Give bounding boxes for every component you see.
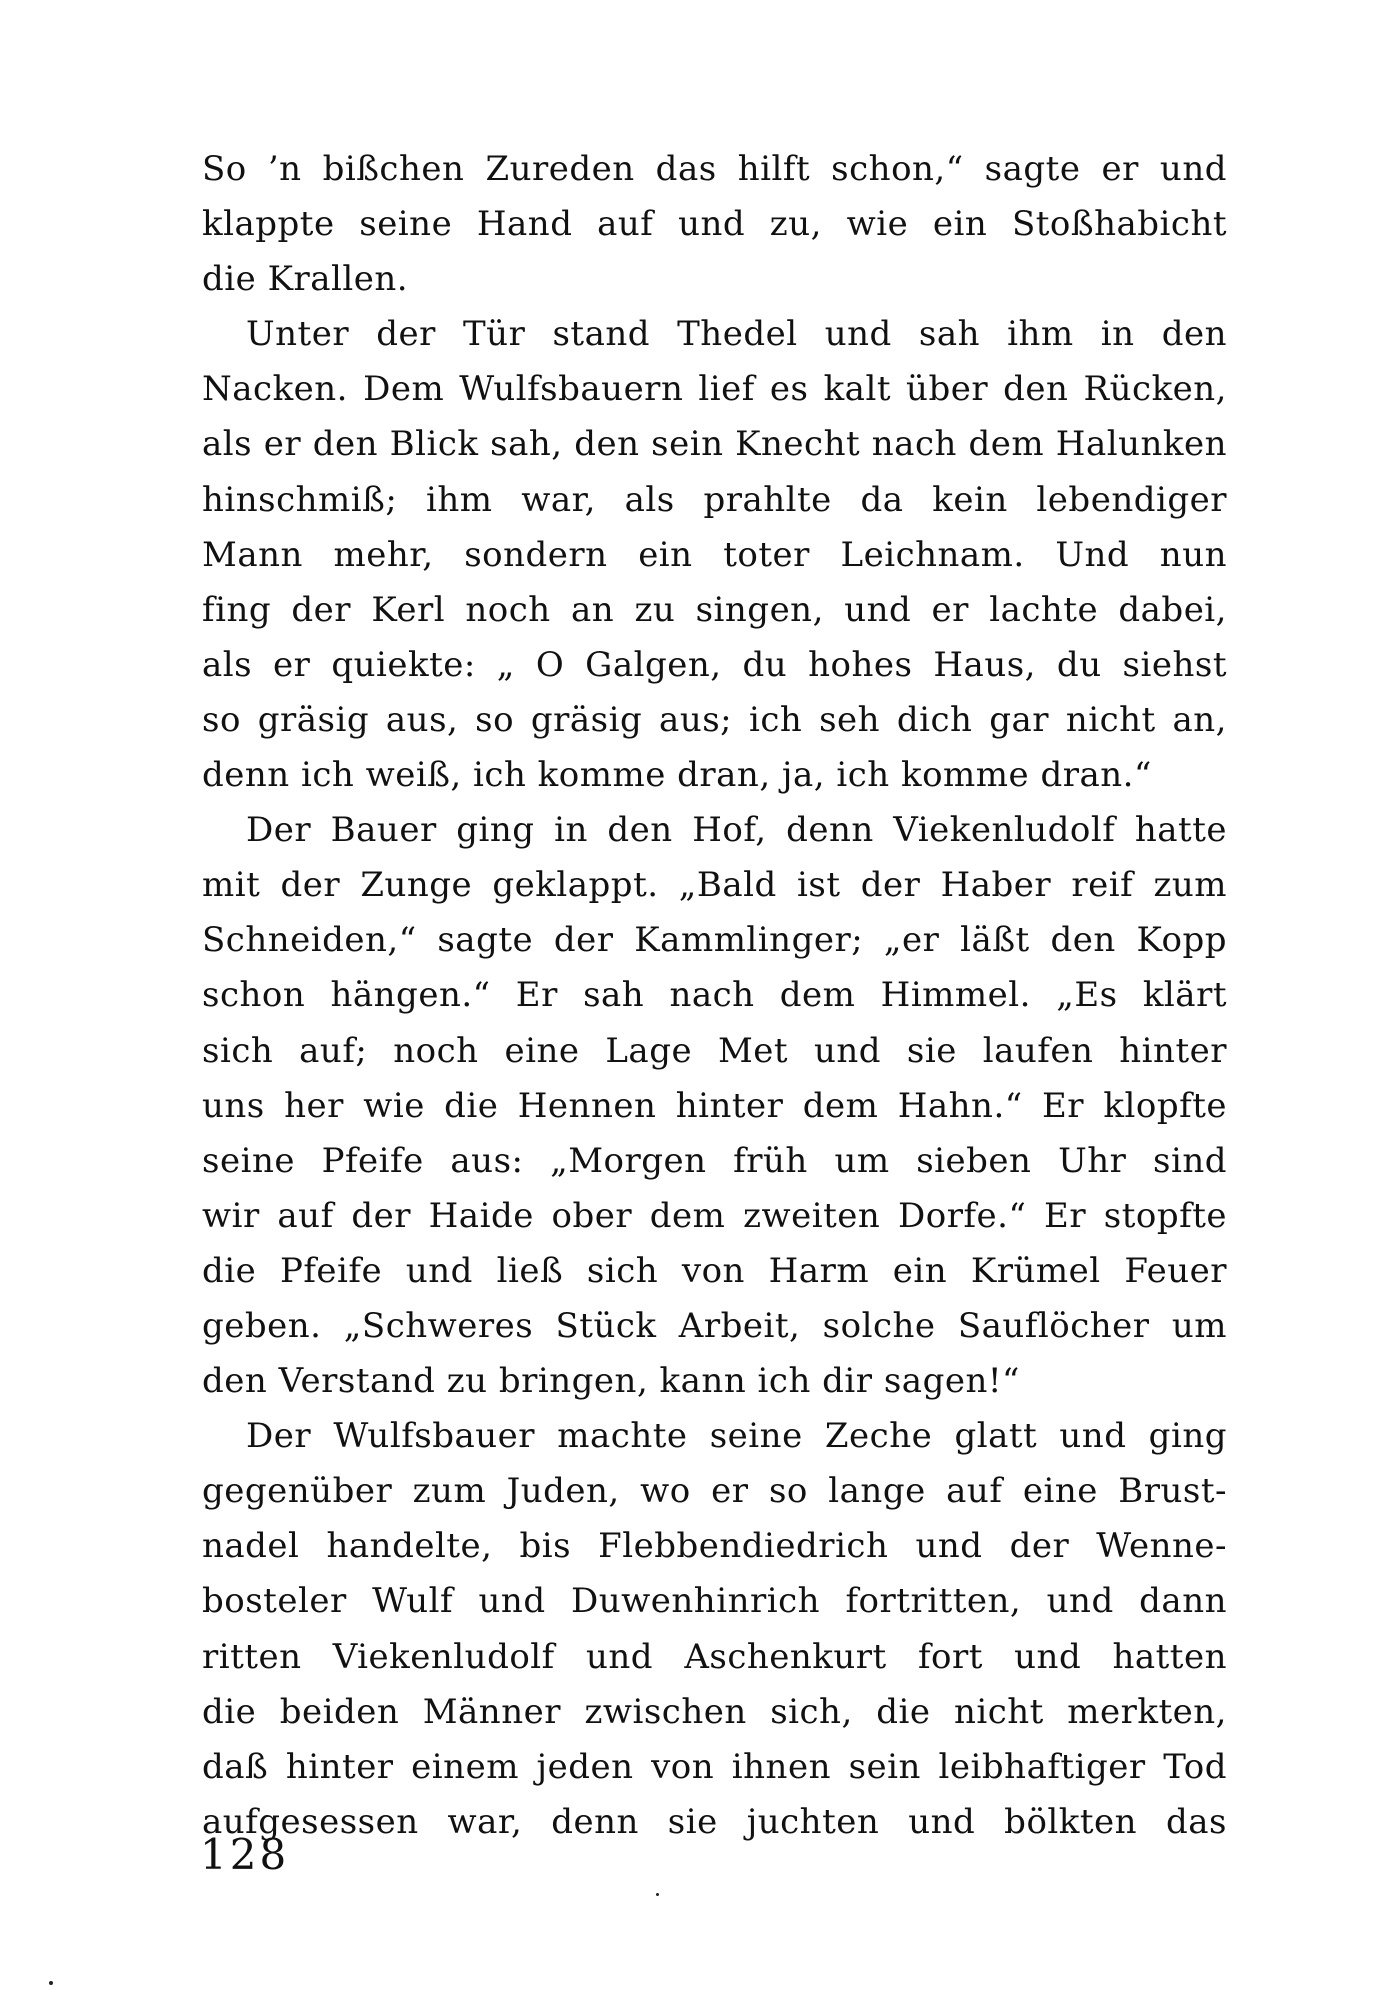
text-line: die Pfeife und ließ sich von Harm ein Krümel Feuer (202, 1250, 1227, 1291)
text-line: gegenüber zum Juden, wo er so lange auf eine Brust- (202, 1471, 1227, 1512)
text-line: Der Wulfsbauer machte seine Zeche glatt und ging (246, 1416, 1227, 1457)
text-line: daß hinter einem jeden von ihnen sein leibhaftiger Tod (202, 1746, 1227, 1787)
text-line: als er den Blick sah, den sein Knecht nach dem Halunken (202, 424, 1227, 465)
text-line: die Krallen. (202, 259, 409, 300)
text-line: Unter der Tür stand Thedel und sah ihm in den (246, 314, 1227, 355)
print-speck (656, 1893, 659, 1896)
text-line: so gräsig aus, so gräsig aus; ich seh dich gar nicht an, (202, 699, 1227, 740)
text-line: den Verstand zu bringen, kann ich dir sagen!“ (202, 1361, 1020, 1402)
text-line: nadel handelte, bis Flebbendiedrich und der Wenne- (202, 1526, 1227, 1567)
text-line: Schneiden,“ sagte der Kammlinger; „er läßt den Kopp (202, 920, 1227, 961)
text-line: sich auf; noch eine Lage Met und sie laufen hinter (202, 1030, 1227, 1071)
text-line: klappte seine Hand auf und zu, wie ein Stoßhabicht (202, 204, 1227, 245)
text-line: seine Pfeife aus: „Morgen früh um sieben Uhr sind (202, 1140, 1227, 1181)
text-line: schon hängen.“ Er sah nach dem Himmel. „Es klärt (202, 975, 1227, 1016)
text-line: So ’n bißchen Zureden das hilft schon,“ sagte er und (202, 149, 1227, 189)
text-line: hinschmiß; ihm war, als prahlte da kein lebendiger (202, 479, 1227, 520)
text-line: wir auf der Haide ober dem zweiten Dorfe.“ Er stopfte (202, 1195, 1227, 1236)
text-line: fing der Kerl noch an zu singen, und er lachte dabei, (202, 589, 1227, 630)
page-number: 128 (200, 1830, 290, 1879)
text-line: mit der Zunge geklappt. „Bald ist der Haber reif zum (202, 865, 1227, 906)
text-line: aufgesessen war, denn sie juchten und bölkten das (202, 1801, 1227, 1842)
body-text (202, 142, 1227, 1850)
text-line: denn ich weiß, ich komme dran, ja, ich komme dran.“ (202, 755, 1152, 796)
text-line: Mann mehr, sondern ein toter Leichnam. Und nun (202, 534, 1227, 575)
text-line: Nacken. Dem Wulfsbauern lief es kalt über den Rücken, (202, 369, 1227, 410)
text-line: als er quiekte: „ O Galgen, du hohes Haus, du siehst (202, 644, 1227, 685)
text-line: ritten Viekenludolf und Aschenkurt fort und hatten (202, 1636, 1227, 1677)
print-speck (49, 1981, 53, 1985)
text-line: uns her wie die Hennen hinter dem Hahn.“ Er klopfte (202, 1085, 1227, 1126)
text-line: bosteler Wulf und Duwenhinrich fortritten, und dann (202, 1581, 1227, 1622)
text-line: die beiden Männer zwischen sich, die nicht merkten, (202, 1691, 1227, 1732)
text-line: Der Bauer ging in den Hof, denn Viekenludolf hatte (246, 810, 1227, 851)
text-line: geben. „Schweres Stück Arbeit, solche Sauflöcher um (202, 1305, 1227, 1346)
